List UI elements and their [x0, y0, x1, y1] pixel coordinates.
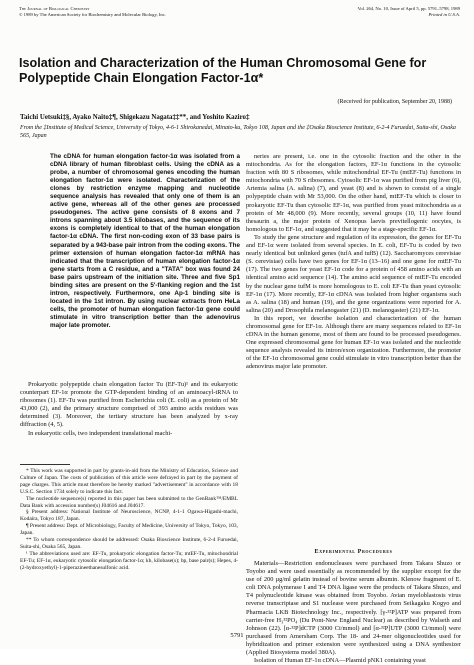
footnote: ** To whom correspondence should be addressed: Osaka Bioscience Institute, 6-2-4 Furuedai, Suita-shi, Osaka 565, Japan.: [20, 537, 238, 550]
footnote-divider: [20, 464, 70, 465]
printed-in: Printed in U.S.A.: [428, 11, 460, 17]
author-list: Taichi Uetsuki‡§, Ayako Naito‡¶, Shigekazu Nagata‡‡**, and Yoshito Kaziro‡: [20, 114, 250, 121]
article-title: Isolation and Characterization of the Human Chromosomal Gene for Polypeptide Chain Elongation Factor-1α*: [19, 56, 427, 85]
paragraph: In eukaryotic cells, two independent translational machi-: [28, 429, 173, 437]
right-column-top: [246, 153, 461, 372]
affiliation: From the ‡Institute of Medical Science, University of Tokyo, 4-6-1 Shirokanedai, Minato-ku, Tokyo 108, Japan and the ‡Osaka Bioscience Institute, 6-2-4 Furuedai, Suita-shi, Osaka 565, Japan: [20, 125, 456, 139]
introduction: [20, 381, 238, 438]
journal-name: The Journal of Biological Chemistry: [19, 6, 90, 11]
section-heading: Experimental Procedures: [314, 549, 393, 555]
footnote: * This work was supported in part by grants-in-aid from the Ministry of Education, Science and Culture of Japan. The costs of publication of this article were defrayed in part by the payment of page charges. This article must therefore be hereby marked "advertisement" in accordance with 18 U.S.C. Section 1734 solely to indicate this fact.: [20, 468, 238, 495]
page-number: 5791: [230, 632, 244, 639]
journal-header: [19, 6, 166, 17]
paragraph: Prokaryotic polypeptide chain elongation factor Tu (EF-Tu)¹ and its eukaryotic counterpart EF-1α promote the GTP-dependent binding of an aminoacyl-tRNA to ribosomes (1). EF-Tu was purified from Escherichia coli (E. coli) as a protein of Mr 43,000 (2), and the primary structure comprised of 393 amino acids residues was determined (3). Moreover, the tertiary structure has been analyzed by x-ray diffraction (4, 5).: [20, 381, 238, 429]
footnote: The nucleotide sequence(s) reported in this paper has been submitted to the GenBank™/EMBL Data Bank with accession number(s) J04616 and J04617.: [20, 495, 238, 509]
abstract: The cDNA for human elongation factor-1α was isolated from a cDNA library of human fibroblast cells. Using the cDNA as a probe, a number of chromosomal genes encoding the human elongation factor-1α were isolated. Characterization of the clones by restriction enzyme mapping and nucleotide sequence analysis has revealed that only one of them is an active gene, whereas all of the other genes are processed pseudogenes. The active gene consists of 8 exons and 7 introns spanning about 3.5 kilobases, and the sequence of its exons is completely identical to that of the human elongation factor-1α cDNA. The first non-coding exon of 33 base pairs is separated by a 943-base pair intron from the coding exons. The primer extension of human elongation factor-1α mRNA has indicated that the transcription of human elongation factor-1α gene starts from a C residue, and a "TATA" box was found 24 base pairs upstream of the initiation site. Three and five Sp1 binding sites are present on the 5'-flanking region and the 1st intron, respectively. Furthermore, one Ap-1 binding site is located in the 1st intron. By using nuclear extracts from HeLa cells, the promoter of human elongation factor-1α gene could stimulate in vitro transcription better than the adenovirus major late promoter.: [50, 153, 240, 329]
paragraph: neries are present, i.e. one in the cytosolic fraction and the other in the mitochondria. As for the elongation factors, EF-1α functions in the cytosolic fraction with 80 S ribosomes, while mitochondrial EF-Tu (mtEF-Tu) functions in mitochondria with 70 S ribosomes. Cytosolic EF-1α was purified from pig liver (6), Artemia salina (A. salina) (7), and yeast (8) and is shown to consist of a single polypeptide chain with Mr 53,000. On the other hand, mtEF-Tu which is closer to prokaryotic EF-Tu than cytosolic EF-1α, was purified from yeast mitochondria as a protein of Mr 48,000 (9). More recently, several groups (10, 11) have found thesaurin a, the major protein of Xenopus laevis previtellogenic oocytes, is homologous to EF-1α, and suggested that it may be a stage-specific EF-1α.: [246, 153, 461, 233]
paragraph: To study the gene structure and regulation of its expression, the genes for EF-Tu and EF-1α were isolated from several species. In E. coli, EF-Tu is coded by two nearly identical but unlinked genes (tufA and tufB) (12). Saccharomyces cerevisiae (S. cerevisiae) cells have two genes for EF-1α (13–16) and one gene for mtEF-Tu (17). The two genes for yeast EF-1α code for a protein of 458 amino acids with an identical amino acid sequence (14). The amino acid sequence of mtEF-Tu encoded by the nuclear gene tufM is more homologous to E. coli EF-Tu than yeast cytosolic EF-1α (17). More recently, EF-1α cDNA was isolated from higher organisms such as A. salina (18) and human (19), and the gene organizations were reported for A. salina (20) and Drosophila melanogaster (21) (D. melanogaster) (21) EF-1α.: [246, 233, 461, 314]
footnote: ¶ Present address: Dept. of Microbiology, Faculty of Medicine, University of Tokyo, Tokyo, 103, Japan.: [20, 523, 238, 537]
footnotes: [20, 468, 238, 572]
paragraph: Materials—Restriction endonucleases were purchased from Takara Shuzo or Toyobo and were used essentially as recommended by the supplier except for the use of 200 µg/ml gelatin instead of bovine serum albumin. Klenow fragment of E. coli DNA polymerase I and T4 DNA ligase were the products of Takara Shuzo, and T4 polynucleotide kinase was obtained from Toyobo. Avian myeloblastosis virus reverse transcriptase and S1 nuclease were purchased from Seikagaku Kogyo and Pharmacia LKB Biotechnology Inc., respectively. [γ-³²P]ATP was prepared from carrier-free H₃³²PO₄ (Du Pont-New England Nuclear) as described by Walseth and Johnson (22). [α-³²P]dCTP (3000 Ci/mmol) and [α-³²P]UTP (3000 Ci/mmol) were purchased from Amersham Corp. The 18- and 24-mer oligonucleotides used for hybridization and primer extension were synthesized using a DNA synthesizer (Applied Biosystems model 380A).: [246, 560, 461, 657]
paragraph: Isolation of Human EF-1α cDNA—Plasmid pNK1 containing yeast: [254, 657, 426, 665]
received-date: (Received for publication, September 20, 1988): [337, 99, 452, 105]
footnote: § Present address: National Institute of Neuroscience, NCNP, 4-1-1 Ogawa-Higashi-machi, Kodaira, Tokyo 187, Japan.: [20, 509, 238, 523]
methods-section: [246, 560, 461, 665]
footnote: ¹ The abbreviations used are: EF-Tu, prokaryotic elongation factor-Tu; mtEF-Tu, mitochondrial EF-Tu; EF-1α, eukaryotic cytosolic elongation factor-1α; kb, kilobase(s); bp, base pair(s); Hepes, 4-(2-hydroxyethyl)-1-piperazineethanesulfonic acid.: [20, 550, 238, 571]
volume-header: [358, 6, 460, 17]
copyright-line: © 1989 by The American Society for Biochemistry and Molecular Biology, Inc.: [19, 11, 166, 17]
volume-info: Vol. 264, No. 10, Issue of April 5, pp. 5791–5798, 1989: [357, 6, 460, 11]
paragraph: In this report, we describe isolation and characterization of the human chromosomal gene for EF-1α. Although there are many sequences related to EF-1α cDNA in the human genome, most of them are found to be processed pseudogenes. One expressed chromosomal gene for human EF-1α was isolated and the nucleotide sequence analysis revealed its intron/exon organization. Furthermore, the promoter of the EF-1α chromosomal gene could stimulate in vitro transcription better than the adenovirus major late promoter.: [246, 314, 461, 371]
